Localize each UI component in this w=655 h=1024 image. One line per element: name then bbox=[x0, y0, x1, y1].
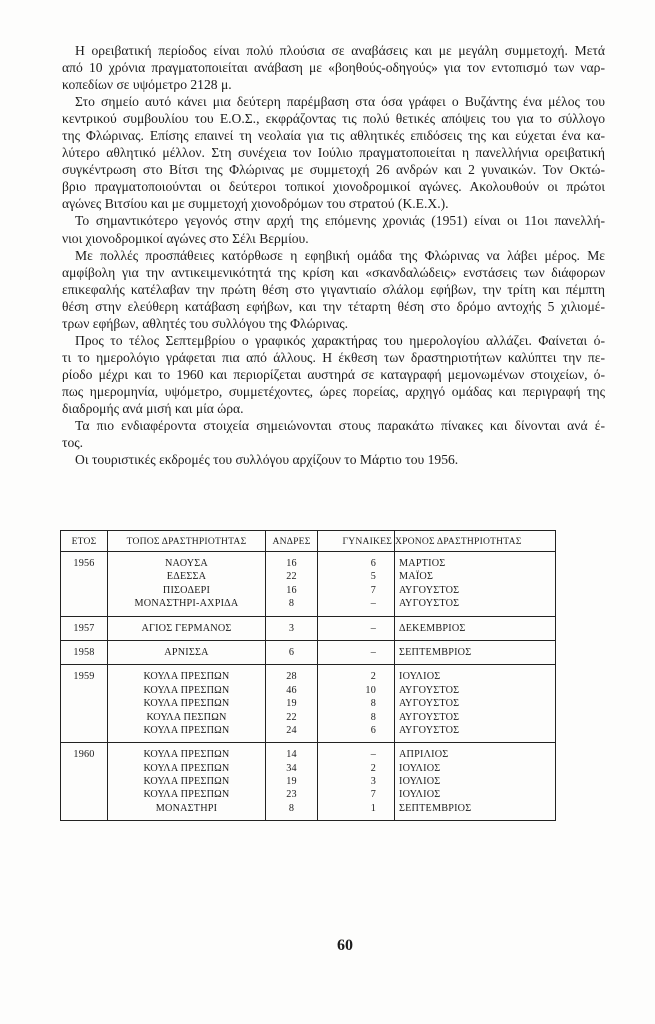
page-number: 60 bbox=[337, 937, 353, 954]
text-line: Στο σημείο αυτό κάνει μια δεύτερη παρέμβαση στα όσα γράφει ο Βυζάντης ένα μέλος του bbox=[75, 94, 605, 110]
activities-table bbox=[60, 530, 556, 821]
place-cell bbox=[108, 665, 266, 743]
text-line: διαδρομής ανά μισή και μία ώρα. bbox=[62, 400, 244, 416]
women-value: 1 bbox=[370, 802, 376, 814]
time-cell bbox=[395, 743, 556, 821]
men-value: 28 bbox=[286, 671, 297, 683]
men-value: 6 bbox=[288, 646, 295, 658]
place-cell bbox=[108, 616, 266, 640]
place-value: ΕΔΕΣΣΑ bbox=[166, 571, 207, 583]
time-value: ΙΟΥΛΙΟΣ bbox=[399, 762, 441, 774]
place-value: ΚΟΥΛΑ ΠΡΕΣΠΩΝ bbox=[143, 724, 230, 736]
men-value: 22 bbox=[286, 571, 297, 583]
place-value: ΚΟΥΛΑ ΠΡΕΣΠΩΝ bbox=[143, 684, 230, 696]
men-value: 14 bbox=[286, 749, 297, 761]
year-value: 1956 bbox=[73, 558, 95, 569]
women-cell bbox=[318, 552, 395, 617]
time-cell bbox=[395, 552, 556, 617]
place-value: ΚΟΥΛΑ ΠΡΕΣΠΩΝ bbox=[143, 671, 230, 683]
men-cell bbox=[266, 665, 318, 743]
women-value: 7 bbox=[370, 789, 376, 801]
time-cell bbox=[395, 640, 556, 664]
men-value: 34 bbox=[286, 762, 297, 774]
men-value: 46 bbox=[286, 684, 297, 696]
text-line: Το σημαντικότερο γεγονός στην αρχή της επόμενης χρονιάς (1951) είναι οι 11οι πανελλή- bbox=[75, 213, 605, 229]
men-value: 16 bbox=[286, 584, 297, 596]
year-value: 1958 bbox=[73, 646, 95, 658]
place-value: ΝΑΟΥΣΑ bbox=[165, 558, 208, 569]
women-value: – bbox=[370, 622, 376, 634]
women-cell bbox=[318, 743, 395, 821]
time-value: ΑΥΓΟΥΣΤΟΣ bbox=[399, 711, 460, 723]
text-line: αγώνες Βιτσίου και με συμμετοχή χιονοδρόμων του στρατού (Κ.Ε.Χ.). bbox=[62, 196, 449, 212]
place-cell bbox=[108, 743, 266, 821]
men-value: 19 bbox=[286, 698, 297, 710]
year-value: 1959 bbox=[73, 671, 95, 683]
women-cell bbox=[318, 616, 395, 640]
text-line: τρων εφήβων, αθλητές του συλλόγου της Φλώρινας. bbox=[62, 315, 349, 331]
time-cell bbox=[395, 665, 556, 743]
time-value: ΜΑΪΟΣ bbox=[399, 571, 434, 583]
table-header-row bbox=[61, 531, 556, 552]
time-value: ΑΥΓΟΥΣΤΟΣ bbox=[399, 598, 460, 610]
men-value: 16 bbox=[286, 558, 297, 569]
text-line: νιοι χιονοδρομικοί αγώνες στο Σέλι Βερμίου. bbox=[62, 230, 309, 246]
text-line: επικεφαλής κατέλαβαν την πρώτη θέση στο γιγαντιαίο σλάλομ εφήβων, την τρίτη και πέμπτη bbox=[62, 281, 605, 297]
time-value: ΙΟΥΛΙΟΣ bbox=[399, 776, 441, 788]
text-line: θέση στην ελεύθερη κατάβαση εφήβων, και την τέταρτη θέση στο δρόμο αντοχής 5 χιλιομέ- bbox=[62, 298, 605, 314]
table-row bbox=[61, 665, 556, 743]
women-cell bbox=[318, 665, 395, 743]
table-row bbox=[61, 552, 556, 617]
place-value: ΑΡΝΙΣΣΑ bbox=[164, 646, 209, 658]
table-row bbox=[61, 743, 556, 821]
place-value: ΜΟΝΑΣΤΗΡΙ-ΑΧΡΙΔΑ bbox=[134, 598, 239, 610]
men-cell bbox=[266, 743, 318, 821]
women-value: – bbox=[370, 598, 376, 610]
men-cell bbox=[266, 552, 318, 617]
men-value: 8 bbox=[288, 598, 295, 610]
women-value: 8 bbox=[370, 698, 376, 710]
place-value: ΚΟΥΛΑ ΠΡΕΣΠΩΝ bbox=[143, 762, 230, 774]
table-row bbox=[61, 640, 556, 664]
men-value: 22 bbox=[286, 711, 297, 723]
year-cell bbox=[61, 665, 108, 743]
text-line: Η ορειβατική περίοδος είναι πολύ πλούσια σε αναβάσεις και με μεγάλη συμμετοχή. Μετά bbox=[75, 43, 605, 58]
women-value: 6 bbox=[370, 558, 376, 569]
time-value: ΑΥΓΟΥΣΤΟΣ bbox=[399, 684, 460, 696]
text-line: ρίοδο μέχρι και το 1960 και περιορίζεται αυστηρά σε καταγραφή μεμονωμένων στοιχείων, ό- bbox=[62, 366, 605, 382]
women-value: 7 bbox=[370, 584, 376, 596]
time-value: ΙΟΥΛΙΟΣ bbox=[399, 671, 441, 683]
women-cell bbox=[318, 640, 395, 664]
men-cell bbox=[266, 640, 318, 664]
men-value: 24 bbox=[286, 724, 297, 736]
women-value: 10 bbox=[365, 684, 376, 696]
text-line: κοπεδίων σε υψόμετρο 2128 μ. bbox=[62, 77, 232, 93]
text-line: της Φλώρινας. Επίσης επαινεί τη νεολαία για τις αθλητικές επιδόσεις της και εύχεται ένα κα- bbox=[62, 128, 605, 144]
text-line: Τα πιο ενδιαφέροντα στοιχεία σημειώνονται στους παρακάτω πίνακες και δίνονται ανά έ- bbox=[75, 418, 605, 434]
time-cell bbox=[395, 616, 556, 640]
time-value: ΑΠΡΙΛΙΟΣ bbox=[399, 749, 449, 761]
header-women: ΓΥΝΑΙΚΕΣ bbox=[318, 531, 395, 552]
women-value: 8 bbox=[370, 711, 376, 723]
text-line: πως ημερομηνία, υψόμετρο, συμμετέχοντες, ώρες πορείας, αρχηγό ομάδας και περιγραφή της bbox=[62, 383, 605, 399]
men-value: 19 bbox=[286, 776, 297, 788]
text-line: λύτερο αθλητικό μέλλον. Στη συνέχεια τον Ιούλιο πραγματοποιείται η πανελλήνια ορειβατική bbox=[62, 145, 605, 161]
time-value: ΑΥΓΟΥΣΤΟΣ bbox=[399, 724, 460, 736]
year-cell bbox=[61, 743, 108, 821]
place-value: ΑΓΙΟΣ ΓΕΡΜΑΝΟΣ bbox=[141, 622, 232, 634]
header-place: ΤΟΠΟΣ ΔΡΑΣΤΗΡΙΟΤΗΤΑΣ bbox=[108, 531, 266, 552]
place-value: ΚΟΥΛΑ ΠΕΣΠΩΝ bbox=[146, 711, 227, 723]
time-value: ΣΕΠΤΕΜΒΡΙΟΣ bbox=[399, 646, 472, 658]
women-value: – bbox=[370, 749, 376, 761]
time-value: ΙΟΥΛΙΟΣ bbox=[399, 789, 441, 801]
text-line: από 10 χρόνια πραγματοποιείται ανάβαση με «βοηθούς-οδηγούς» για τον εντοπισμό των ναρ- bbox=[62, 60, 605, 76]
men-value: 8 bbox=[288, 802, 295, 814]
header-men: ΑΝΔΡΕΣ bbox=[266, 531, 318, 552]
place-value: ΚΟΥΛΑ ΠΡΕΣΠΩΝ bbox=[143, 776, 230, 788]
women-value: – bbox=[370, 646, 376, 658]
text-line: τι το ημερολόγιο γράφεται πια από άλλους. Η έκθεση των δραστηριοτήτων καλύπτει την πε- bbox=[62, 349, 605, 365]
men-value: 23 bbox=[286, 789, 297, 801]
place-cell bbox=[108, 552, 266, 617]
men-value: 3 bbox=[288, 622, 295, 634]
text-line: βριο πραγματοποιούνται οι δεύτεροι τοπικοί χιονοδρομικοί αγώνες. Ακολουθούν οι πρώτοι bbox=[62, 179, 605, 195]
time-value: ΔΕΚΕΜΒΡΙΟΣ bbox=[399, 622, 466, 634]
year-cell bbox=[61, 640, 108, 664]
text-line: τος. bbox=[62, 435, 84, 451]
place-value: ΚΟΥΛΑ ΠΡΕΣΠΩΝ bbox=[143, 789, 230, 801]
place-value: ΚΟΥΛΑ ΠΡΕΣΠΩΝ bbox=[143, 749, 230, 761]
text-line: κεντρικού συμβουλίου του Ε.Ο.Σ., εκφράζοντας τις πολύ θετικές απόψεις του για το σύλλογο bbox=[62, 111, 605, 127]
text-line: Οι τουριστικές εκδρομές του συλλόγου αρχίζουν το Μάρτιο του 1956. bbox=[75, 452, 459, 468]
place-cell bbox=[108, 640, 266, 664]
time-value: ΑΥΓΟΥΣΤΟΣ bbox=[399, 584, 460, 596]
year-cell bbox=[61, 552, 108, 617]
year-value: 1957 bbox=[73, 622, 95, 634]
women-value: 2 bbox=[370, 762, 376, 774]
women-value: 5 bbox=[370, 571, 376, 583]
women-value: 3 bbox=[370, 776, 376, 788]
women-value: 2 bbox=[370, 671, 376, 683]
men-cell bbox=[266, 616, 318, 640]
women-value: 6 bbox=[370, 724, 376, 736]
text-line: αμφίβολη για την αντικειμενικότητά της κρίση και «σκανδαλώδεις» ενστάσεις των διάφορων bbox=[62, 264, 605, 280]
table-row bbox=[61, 616, 556, 640]
year-value: 1960 bbox=[73, 749, 95, 761]
time-value: ΑΥΓΟΥΣΤΟΣ bbox=[399, 698, 460, 710]
header-time: ΧΡΟΝΟΣ ΔΡΑΣΤΗΡΙΟΤΗΤΑΣ bbox=[395, 531, 556, 552]
place-value: ΜΟΝΑΣΤΗΡΙ bbox=[155, 802, 218, 814]
place-value: ΚΟΥΛΑ ΠΡΕΣΠΩΝ bbox=[143, 698, 230, 710]
time-value: ΣΕΠΤΕΜΒΡΙΟΣ bbox=[399, 802, 472, 814]
time-value: ΜΑΡΤΙΟΣ bbox=[399, 558, 446, 569]
year-cell bbox=[61, 616, 108, 640]
place-value: ΠΙΣΟΔΕΡΙ bbox=[162, 584, 211, 596]
header-year: ΕΤΟΣ bbox=[61, 531, 108, 552]
text-line: Με πολλές προσπάθειες κατόρθωσε η εφηβική ομάδα της Φλώρινας να λάβει μέρος. Με bbox=[75, 247, 605, 263]
text-line: Προς το τέλος Σεπτεμβρίου ο γραφικός χαρακτήρας του ημερολογίου αλλάζει. Φαίνεται ό- bbox=[75, 332, 605, 348]
body-text bbox=[62, 42, 605, 468]
text-line: συγκέντρωση στο Βίτσι της Φλώρινας με συμμετοχή 26 ανδρών και 2 γυναικών. Τον Οκτώ- bbox=[62, 162, 605, 178]
